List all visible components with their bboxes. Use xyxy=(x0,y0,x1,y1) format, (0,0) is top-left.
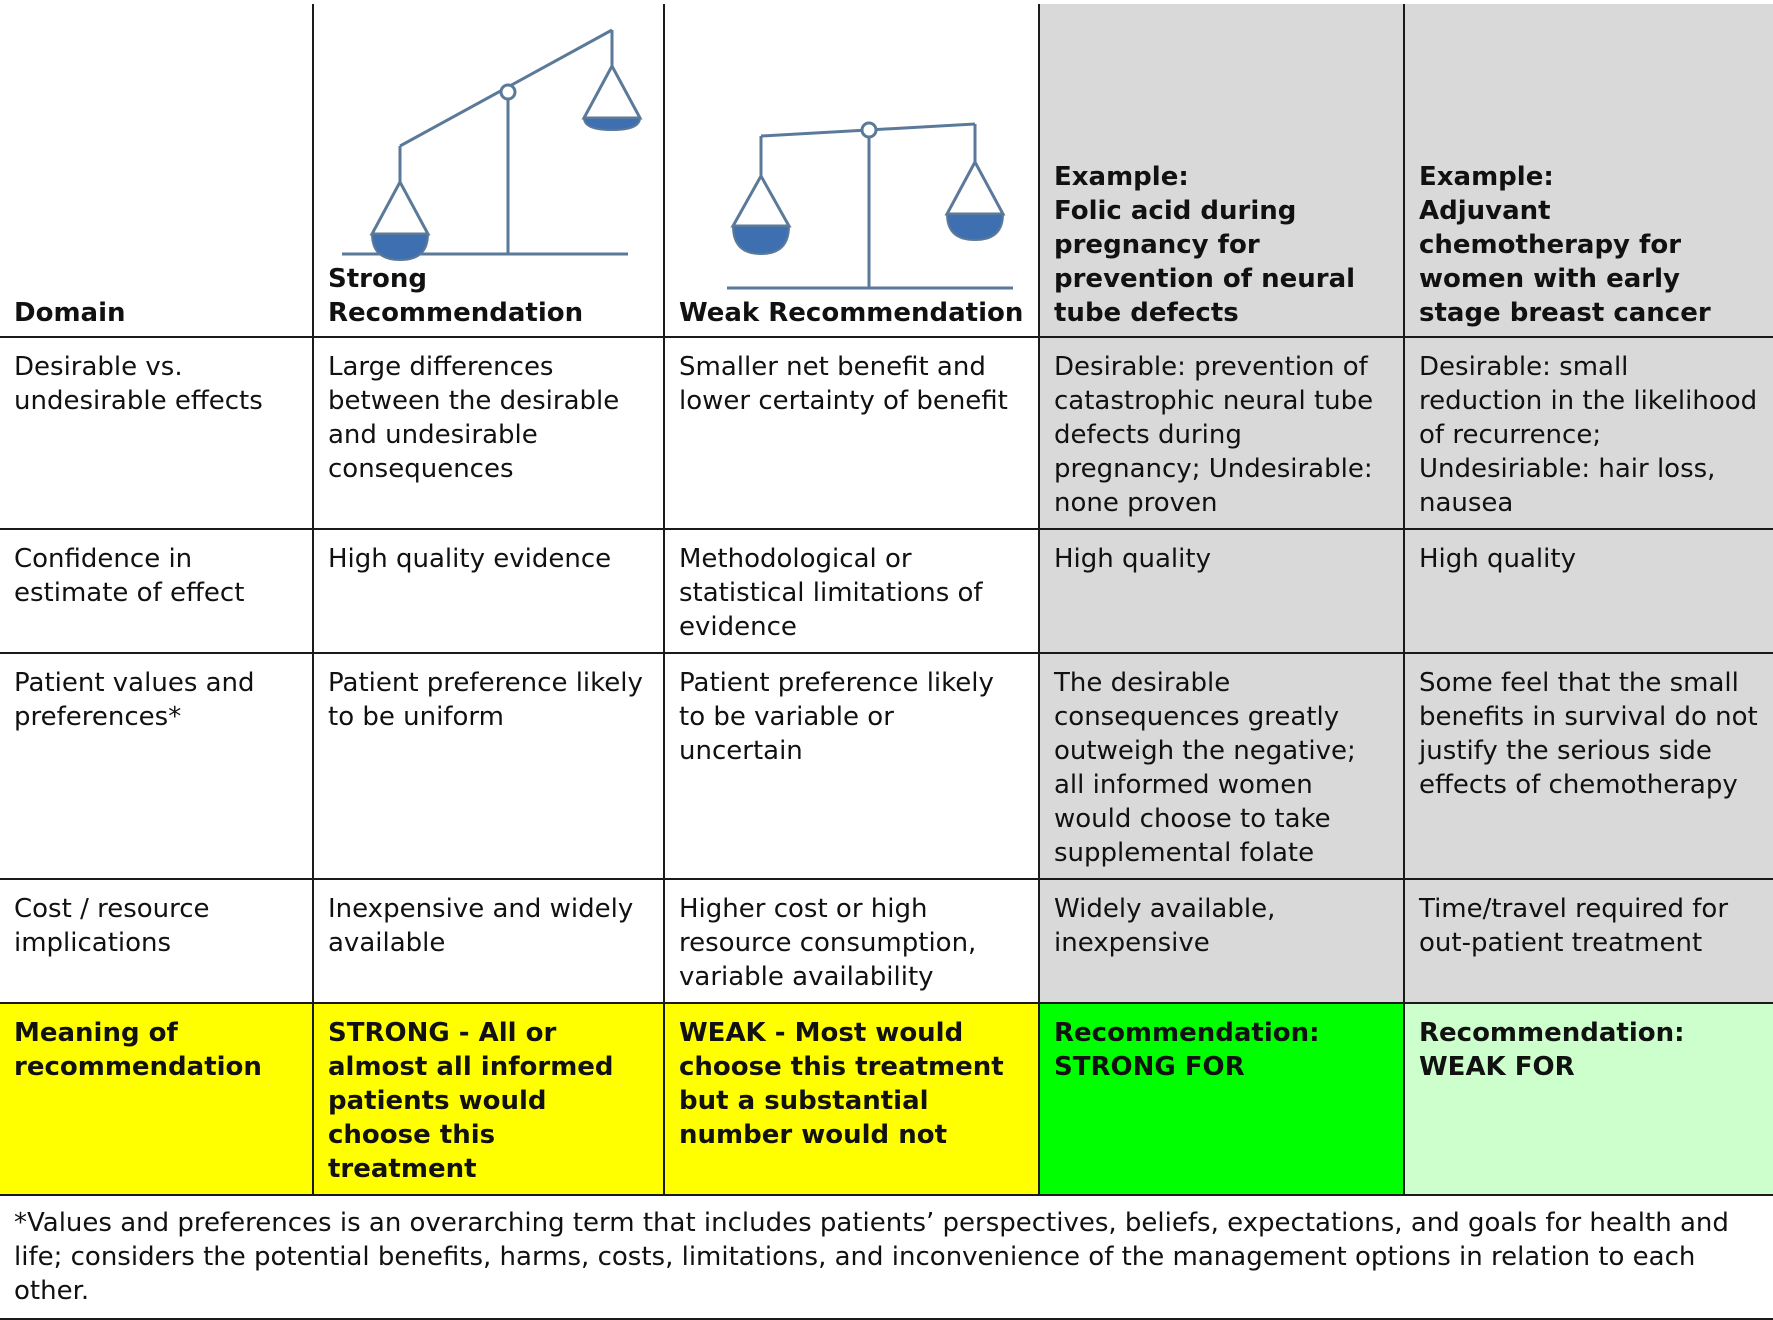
row-weak: Patient preference likely to be variable or uncertain xyxy=(664,653,1039,879)
row-chemo: High quality xyxy=(1404,529,1773,653)
meaning-folic xyxy=(1039,1003,1404,1195)
right-pan xyxy=(947,162,1003,240)
row-folic: Widely available, inexpensive xyxy=(1039,879,1404,1003)
row-domain: Cost / resource implications xyxy=(0,879,313,1003)
row-chemo: Desirable: small reduction in the likelihood of recurrence; Undesiriable: hair loss, nausea xyxy=(1404,337,1773,529)
row-domain: Confidence in estimate of effect xyxy=(0,529,313,653)
header-example-folic-acid xyxy=(1039,4,1404,337)
row-strong: Patient preference likely to be uniform xyxy=(313,653,664,879)
row-folic: The desirable consequences greatly outweigh the negative; all informed women would choose to take supplemental folate xyxy=(1039,653,1404,879)
recommendation-label: Recommendation: xyxy=(1419,1018,1685,1048)
example-title: Folic acid during pregnancy for prevention of neural tube defects xyxy=(1054,196,1356,328)
tilted-balance-scale-icon xyxy=(328,16,658,262)
header-domain: Domain xyxy=(0,4,313,337)
header-weak: Weak Recommendation xyxy=(664,4,1039,337)
row-folic: High quality xyxy=(1039,529,1404,653)
row-weak: Smaller net benefit and lower certainty of benefit xyxy=(664,337,1039,529)
level-balance-scale-icon xyxy=(679,50,1029,296)
meaning-domain: Meaning of recommendation xyxy=(0,1003,313,1195)
table-row-desirable-effects xyxy=(0,337,1773,529)
row-domain: Desirable vs. undesirable effects xyxy=(0,337,313,529)
row-chemo: Some feel that the small benefits in survival do not justify the serious side effects of chemotherapy xyxy=(1404,653,1773,879)
table-row-confidence xyxy=(0,529,1773,653)
heavy-pan xyxy=(372,182,428,260)
strong-scale-illustration xyxy=(328,16,649,262)
table-row-patient-values xyxy=(0,653,1773,879)
recommendation-label: Recommendation: xyxy=(1054,1018,1320,1048)
row-chemo: Time/travel required for out-patient treatment xyxy=(1404,879,1773,1003)
table-header-row xyxy=(0,4,1773,337)
table-row-footnote xyxy=(0,1195,1773,1319)
row-strong: High quality evidence xyxy=(313,529,664,653)
row-weak: Higher cost or high resource consumption, variable availability xyxy=(664,879,1039,1003)
example-title: Adjuvant chemotherapy for women with early stage breast cancer xyxy=(1419,196,1711,328)
table-row-cost xyxy=(0,879,1773,1003)
recommendation-grading-table xyxy=(0,4,1773,1320)
weak-scale-illustration xyxy=(679,50,1024,296)
light-pan xyxy=(584,66,640,130)
row-folic: Desirable: prevention of catastrophic neural tube defects during pregnancy; Undesirable: none proven xyxy=(1039,337,1404,529)
example-label: Example: xyxy=(1419,162,1554,192)
left-pan xyxy=(733,176,789,254)
meaning-chemo xyxy=(1404,1003,1773,1195)
example-label: Example: xyxy=(1054,162,1189,192)
footnote: *Values and preferences is an overarching term that includes patients’ perspectives, beliefs, expectations, and goals for health and life; considers the potential benefits, harms, costs, limitations, and inconvenience of the management options in relation to each other. xyxy=(0,1195,1773,1319)
header-example-chemotherapy xyxy=(1404,4,1773,337)
recommendation-value: STRONG FOR xyxy=(1054,1052,1245,1082)
table-row-meaning xyxy=(0,1003,1773,1195)
recommendation-value: WEAK FOR xyxy=(1419,1052,1575,1082)
row-domain: Patient values and preferences* xyxy=(0,653,313,879)
header-strong: Strong Recommendation xyxy=(313,4,664,337)
meaning-strong: STRONG - All or almost all informed patients would choose this treatment xyxy=(313,1003,664,1195)
row-strong: Inexpensive and widely available xyxy=(313,879,664,1003)
row-strong: Large differences between the desirable and undesirable consequences xyxy=(313,337,664,529)
row-weak: Methodological or statistical limitations of evidence xyxy=(664,529,1039,653)
meaning-weak: WEAK - Most would choose this treatment but a substantial number would not xyxy=(664,1003,1039,1195)
